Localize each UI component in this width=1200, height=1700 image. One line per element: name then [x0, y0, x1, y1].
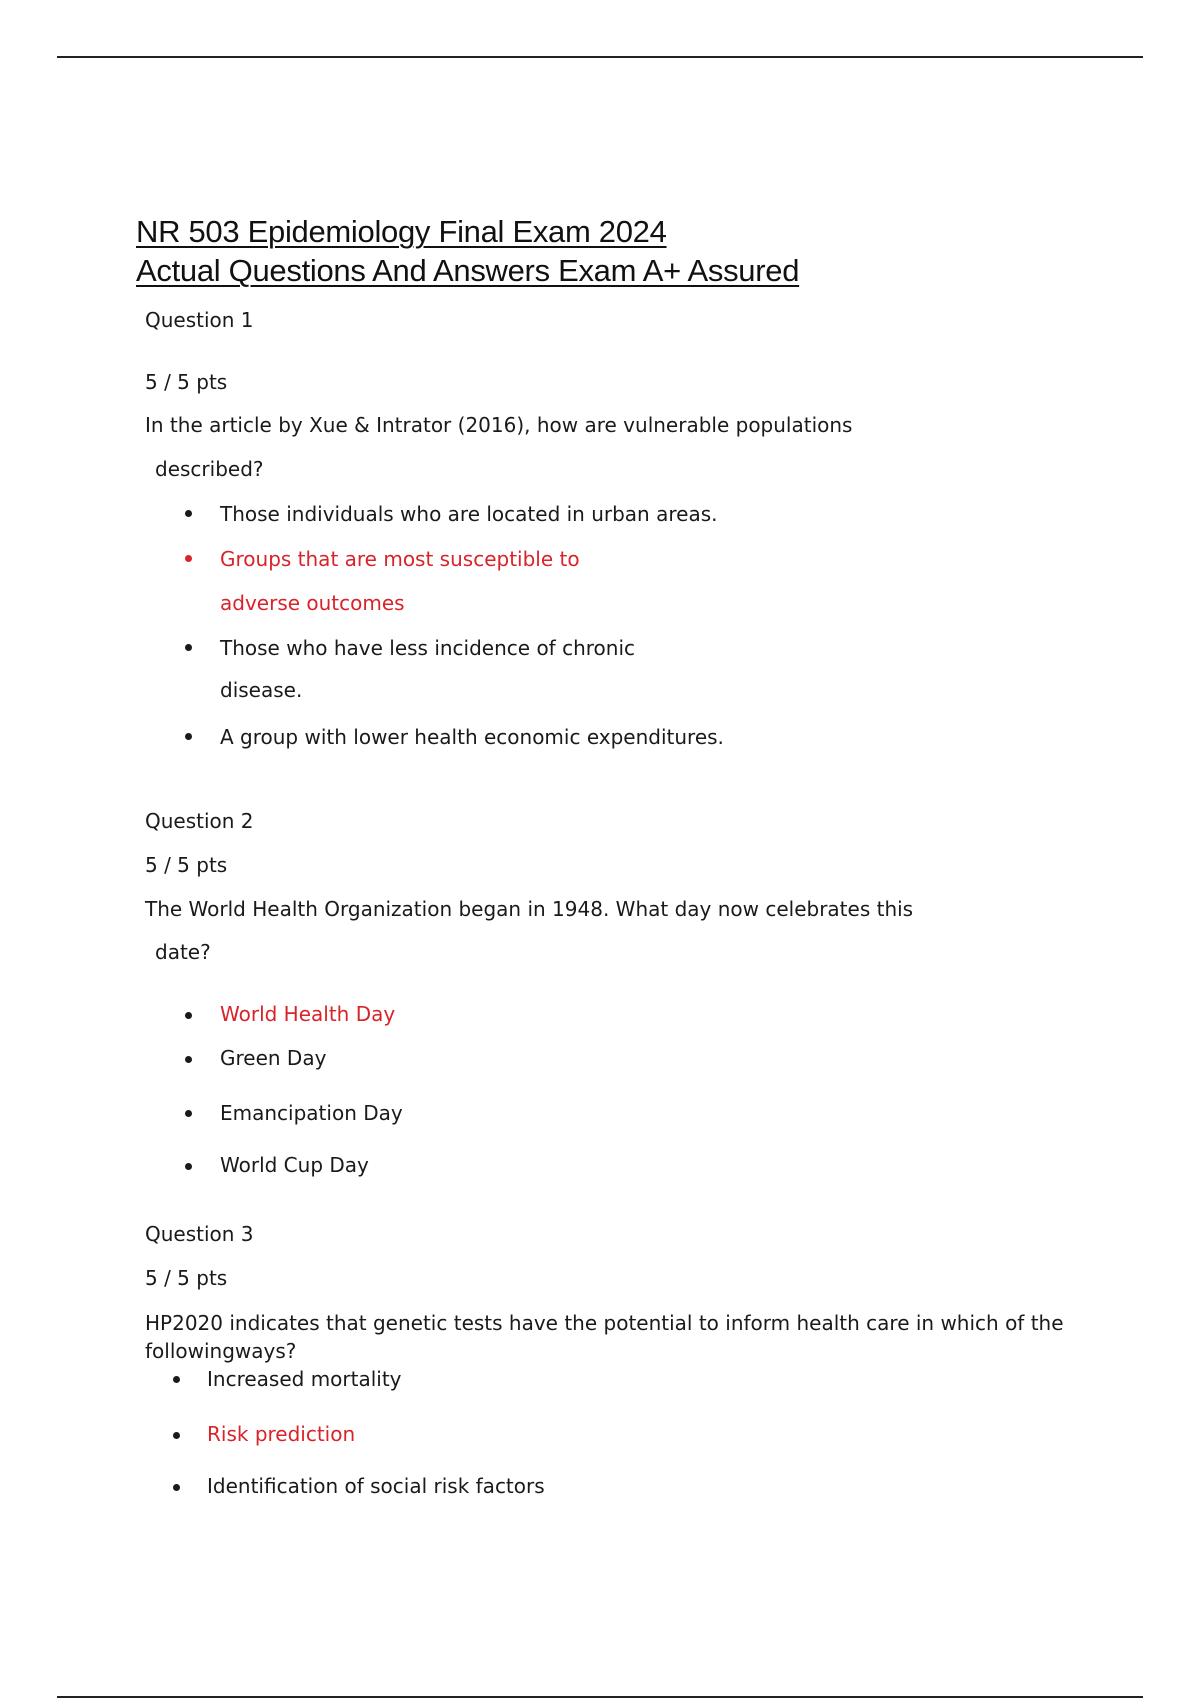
bullet-icon: [185, 1163, 192, 1170]
question-points: 5 / 5 pts: [145, 1266, 228, 1290]
answer-option-text-cont: adverse outcomes: [220, 591, 405, 615]
bullet-icon: [185, 1110, 192, 1117]
bullet-icon: [173, 1432, 180, 1439]
bullet-icon: [185, 1056, 192, 1063]
page-top-rule: [57, 56, 1143, 58]
answer-option-text: Green Day: [220, 1046, 327, 1070]
question-points: 5 / 5 pts: [145, 370, 228, 394]
question-prompt-line-2: described?: [155, 457, 264, 481]
question-prompt-line-2: date?: [155, 940, 211, 964]
answer-option-text: Risk prediction: [207, 1422, 356, 1446]
answer-option-text: Increased mortality: [207, 1367, 402, 1391]
question-label: Question 2: [145, 809, 254, 833]
bullet-icon: [173, 1484, 180, 1491]
question-points: 5 / 5 pts: [145, 853, 228, 877]
question-prompt-line-2: followingways?: [145, 1339, 297, 1363]
bullet-icon: [185, 733, 192, 740]
title-line-2: Actual Questions And Answers Exam A+ Assured: [136, 253, 800, 288]
answer-option-text-cont: disease.: [220, 678, 303, 702]
question-prompt-line-1: HP2020 indicates that genetic tests have the potential to inform health care in which of the: [145, 1311, 1064, 1335]
page-bottom-rule: [57, 1696, 1143, 1698]
answer-option-text: World Health Day: [220, 1002, 396, 1026]
answer-option-text: World Cup Day: [220, 1153, 369, 1177]
answer-option-text: A group with lower health economic expenditures.: [220, 725, 724, 749]
title-line-1: NR 503 Epidemiology Final Exam 2024: [136, 214, 667, 249]
bullet-icon: [185, 510, 192, 517]
bullet-icon: [185, 555, 192, 562]
bullet-icon: [185, 644, 192, 651]
document-title: [136, 212, 799, 290]
question-prompt-line-1: The World Health Organization began in 1948. What day now celebrates this: [145, 897, 914, 921]
question-prompt-line-1: In the article by Xue & Intrator (2016), how are vulnerable populations: [145, 413, 853, 437]
answer-option-text: Groups that are most susceptible to: [220, 547, 580, 571]
bullet-icon: [173, 1376, 180, 1383]
answer-option-text: Those individuals who are located in urban areas.: [220, 502, 718, 526]
question-label: Question 3: [145, 1222, 254, 1246]
answer-option-text: Identification of social risk factors: [207, 1474, 545, 1498]
answer-option-text: Those who have less incidence of chronic: [220, 636, 635, 660]
bullet-icon: [185, 1012, 192, 1019]
answer-option-text: Emancipation Day: [220, 1101, 403, 1125]
question-label: Question 1: [145, 308, 254, 332]
